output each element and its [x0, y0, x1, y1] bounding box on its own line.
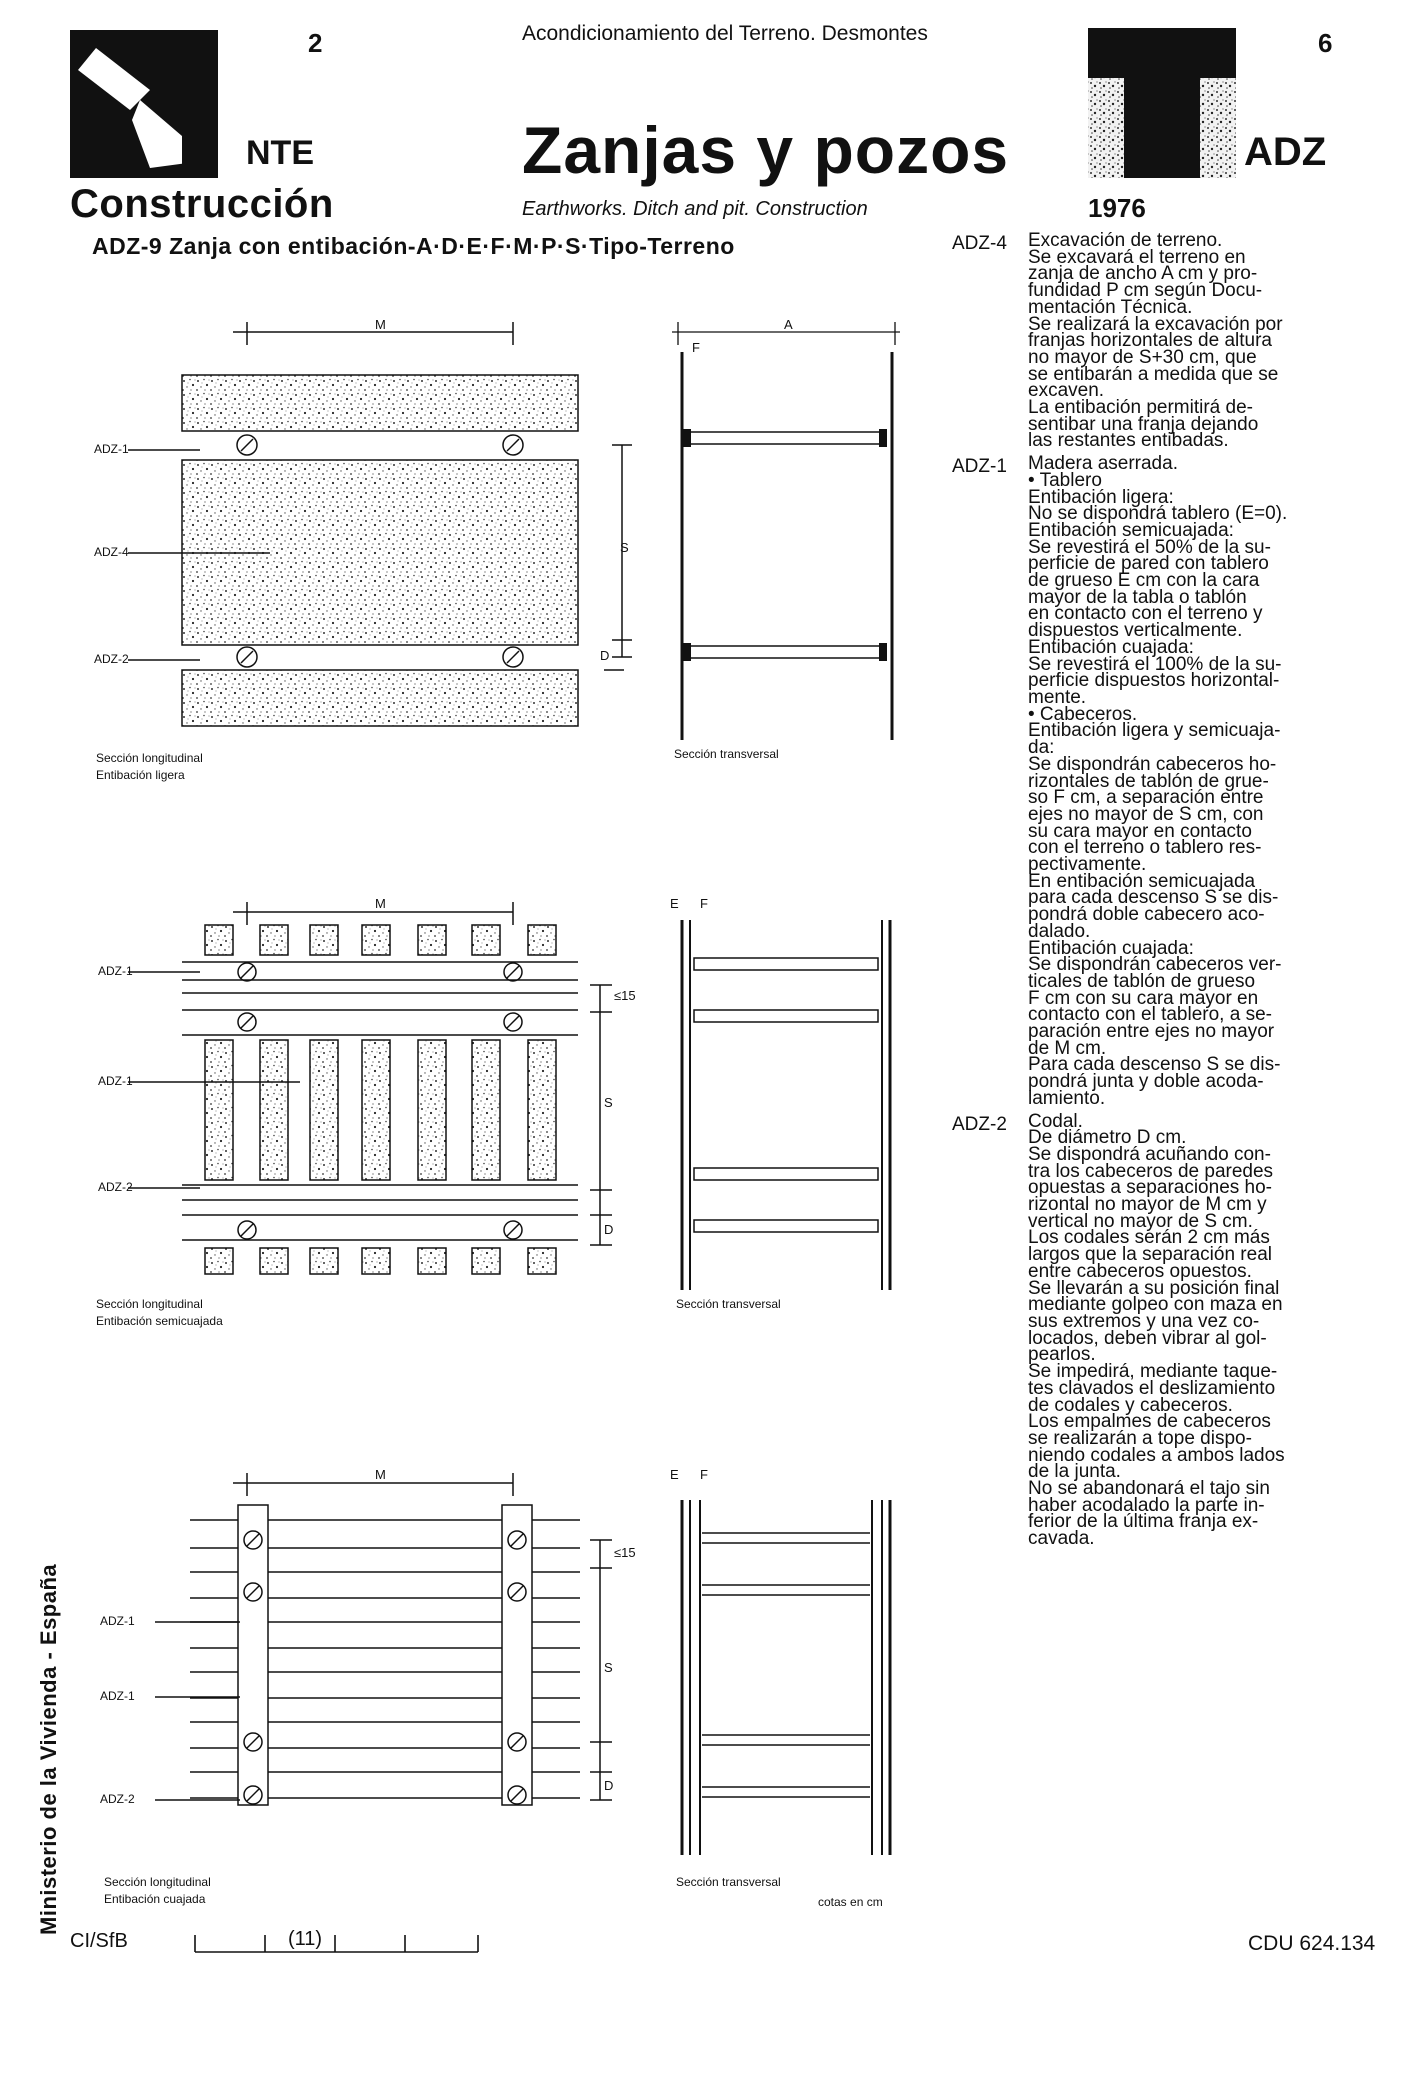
spec-lines [1028, 453, 1352, 1109]
spec-line: ticales de tablón de grueso [1028, 970, 1256, 992]
spec-line: sus extremos y una vez co- [1028, 1311, 1260, 1332]
spec-line: Madera aserrada. [1028, 453, 1178, 475]
panel2-dim-d: D [604, 1222, 614, 1237]
panel3-dim-f: F [700, 1467, 708, 1482]
spec-code: ADZ-1 [952, 456, 1007, 478]
spec-line: so F cm, a separación entre [1028, 787, 1264, 809]
top-title: Acondicionamiento del Terreno. Desmontes [522, 22, 928, 45]
spec-line: haber acodalado la parte in- [1028, 1494, 1265, 1516]
spec-line: Se dispondrán cabeceros ho- [1028, 753, 1277, 775]
spec-line: ejes no mayor de S cm, con [1028, 803, 1264, 825]
spec-line: se realizarán a tope dispo- [1028, 1427, 1252, 1449]
spec-line: rizontal no mayor de M cm y [1028, 1194, 1267, 1216]
panel2-longitudinal-caption [96, 1296, 223, 1330]
adz-t-logo [1088, 28, 1236, 178]
cisfb-label: CI/SfB [70, 1930, 128, 1952]
spec-line: entre cabeceros opuestos. [1028, 1260, 1252, 1282]
spec-line: con el terreno o tablero res- [1028, 837, 1262, 859]
specifications-column [952, 230, 1352, 1554]
caption-line: Entibación ligera [96, 768, 185, 782]
panel2-dim-le15: ≤15 [614, 988, 636, 1003]
nte-label: NTE [246, 134, 314, 172]
spec-line: niendo codales a ambos lados [1028, 1444, 1285, 1466]
units-note: cotas en cm [818, 1895, 883, 1909]
spec-line: de grueso E cm con la cara [1028, 570, 1260, 592]
spec-line: Entibación ligera: [1028, 486, 1174, 508]
panel1-dim-s: S [620, 540, 629, 555]
spec-line: locados, deben vibrar al gol- [1028, 1327, 1267, 1349]
spec-line: rizontales de tablón de grue- [1028, 770, 1269, 792]
panel2-dim-s: S [604, 1095, 613, 1110]
spec-line: pondrá junta y doble acoda- [1028, 1071, 1264, 1093]
panel3-transversal-section [682, 1500, 890, 1855]
caption-line: Entibación cuajada [104, 1892, 206, 1906]
spec-line: cavada. [1028, 1528, 1095, 1550]
caption-line: Entibación semicuajada [96, 1314, 223, 1328]
spec-line: contacto con el tablero, a se- [1028, 1004, 1272, 1026]
spec-line: para cada descenso S se dis- [1028, 887, 1279, 909]
panel3-label-adz1-mid: ADZ-1 [100, 1689, 135, 1703]
spec-line: Codal. [1028, 1110, 1083, 1132]
construccion-label: Construcción [70, 182, 334, 226]
page-subtitle: Earthworks. Ditch and pit. Construction [522, 198, 868, 220]
panel3-dim-le15: ≤15 [614, 1545, 636, 1560]
spec-line: mediante golpeo con maza en [1028, 1294, 1283, 1316]
spec-line: F cm con su cara mayor en [1028, 987, 1259, 1009]
spec-line: Se revestirá el 50% de la su- [1028, 536, 1271, 558]
spec-line: en contacto con el terreno y [1028, 603, 1263, 625]
spec-line: • Tablero [1028, 469, 1102, 491]
panel1-longitudinal-caption [96, 750, 203, 784]
caption-line: Sección longitudinal [96, 1297, 203, 1311]
panel3-dim-d: D [604, 1778, 614, 1793]
panel2-longitudinal-section [128, 902, 612, 1274]
spec-line: • Cabeceros. [1028, 703, 1138, 725]
spec-line: Excavación de terreno. [1028, 230, 1223, 251]
spec-line: fundidad P cm según Docu- [1028, 280, 1263, 302]
spec-line: Entibación cuajada: [1028, 636, 1194, 658]
spec-line: mayor de la tabla o tablón [1028, 586, 1247, 608]
panel1-dim-a: A [784, 317, 793, 332]
cisfb-box [195, 1935, 478, 1952]
spec-line: pectivamente. [1028, 854, 1147, 876]
spec-line: de M cm. [1028, 1037, 1107, 1059]
page-title: Zanjas y pozos [522, 113, 1010, 187]
spec-line: opuestas a separaciones ho- [1028, 1177, 1272, 1199]
spec-line: mentación Técnica. [1028, 296, 1193, 318]
panel3-label-adz2: ADZ-2 [100, 1792, 135, 1806]
spec-line: largos que la separación real [1028, 1244, 1272, 1266]
spec-line: De diámetro D cm. [1028, 1127, 1187, 1149]
spec-line: se entibarán a medida que se [1028, 363, 1279, 385]
spec-line: de la junta. [1028, 1461, 1121, 1483]
panel2-dim-e: E [670, 896, 679, 911]
spec-line: Los empalmes de cabeceros [1028, 1411, 1271, 1433]
spec-line: En entibación semicuajada [1028, 870, 1256, 892]
spec-line: tes clavados el deslizamiento [1028, 1377, 1276, 1399]
panel3-longitudinal-section [155, 1473, 612, 1805]
spec-adz1 [952, 453, 1352, 1109]
panel1-dim-d: D [600, 648, 610, 663]
spec-line: Se dispondrán cabeceros ver- [1028, 954, 1282, 976]
panel1-label-adz2: ADZ-2 [94, 652, 129, 666]
ministry-vertical-label: Ministerio de la Vivienda - España [36, 1563, 61, 1935]
year: 1976 [1088, 193, 1146, 223]
spec-line: Los codales serán 2 cm más [1028, 1227, 1270, 1249]
panel1-label-adz1: ADZ-1 [94, 442, 129, 456]
panel3-dim-s: S [604, 1660, 613, 1675]
panel1-label-adz4: ADZ-4 [94, 545, 129, 559]
panel2-dim-m: M [375, 896, 386, 911]
spec-line: tra los cabeceros de paredes [1028, 1160, 1274, 1182]
panel1-dim-m: M [375, 317, 386, 332]
panel2-label-adz1-top: ADZ-1 [98, 964, 133, 978]
spec-line: Se dispondrá acuñando con- [1028, 1143, 1271, 1165]
spec-line: no mayor de S+30 cm, que [1028, 346, 1257, 368]
spec-code: ADZ-4 [952, 233, 1007, 254]
spec-line: No se abandonará el tajo sin [1028, 1478, 1270, 1500]
panel2-dim-f: F [700, 896, 708, 911]
left-page-number: 2 [308, 28, 323, 58]
spec-line: de codales y cabeceros. [1028, 1394, 1233, 1416]
panel2-label-adz1-mid: ADZ-1 [98, 1074, 133, 1088]
spec-lines [1028, 230, 1352, 452]
spec-line: zanja de ancho A cm y pro- [1028, 263, 1258, 285]
spec-line: La entibación permitirá de- [1028, 397, 1253, 419]
spec-line: su cara mayor en contacto [1028, 820, 1252, 842]
panel3-longitudinal-caption [104, 1874, 211, 1908]
spec-line: No se dispondrá tablero (E=0). [1028, 503, 1288, 525]
panel1-transversal-section [672, 322, 900, 740]
spec-line: da: [1028, 737, 1055, 759]
spec-line: lamiento. [1028, 1087, 1106, 1109]
nte-trowel-logo [70, 30, 218, 178]
spec-line: pearlos. [1028, 1344, 1096, 1366]
panel1-longitudinal-section [128, 322, 632, 726]
panel3-dim-e: E [670, 1467, 679, 1482]
panel2-transversal-section [682, 920, 890, 1290]
panel2-label-adz2: ADZ-2 [98, 1180, 133, 1194]
spec-line: Se llevarán a su posición final [1028, 1277, 1280, 1299]
cdu-code: CDU 624.134 [1248, 1932, 1376, 1955]
spec-line: Se excavará el terreno en [1028, 246, 1246, 268]
adz-code: ADZ [1244, 130, 1327, 174]
spec-line: perficie de pared con tablero [1028, 553, 1269, 575]
spec-line: las restantes entibadas. [1028, 430, 1229, 452]
spec-line: sentibar una franja dejando [1028, 413, 1259, 435]
panel3-dim-m: M [375, 1467, 386, 1482]
spec-line: Entibación cuajada: [1028, 937, 1194, 959]
spec-line: excaven. [1028, 380, 1105, 402]
panel2-transversal-caption: Sección transversal [676, 1297, 781, 1311]
panel3-label-adz1-top: ADZ-1 [100, 1614, 135, 1628]
panel3-transversal-caption: Sección transversal [676, 1875, 781, 1889]
spec-lines [1028, 1110, 1352, 1550]
figure-title: ADZ-9 Zanja con entibación-A·D·E·F·M·P·S·Tipo-Terreno [92, 233, 735, 259]
spec-line: Se realizará la excavación por [1028, 313, 1283, 335]
spec-adz4 [952, 230, 1352, 452]
spec-code: ADZ-2 [952, 1113, 1007, 1135]
spec-line: Se impedirá, mediante taque- [1028, 1361, 1278, 1383]
spec-line: mente. [1028, 686, 1087, 708]
spec-line: dispuestos verticalmente. [1028, 620, 1243, 642]
caption-line: Sección longitudinal [104, 1875, 211, 1889]
spec-line: vertical no mayor de S cm. [1028, 1210, 1253, 1232]
spec-line: franjas horizontales de altura [1028, 330, 1272, 352]
panel1-dim-f: F [692, 340, 700, 355]
spec-line: Para cada descenso S se dis- [1028, 1054, 1281, 1076]
spec-adz2 [952, 1110, 1352, 1550]
spec-line: ferior de la última franja ex- [1028, 1511, 1259, 1533]
cisfb-code: (11) [288, 1928, 323, 1950]
spec-line: dalado. [1028, 920, 1091, 942]
spec-line: Entibación ligera y semicuaja- [1028, 720, 1281, 742]
right-page-number: 6 [1318, 28, 1333, 58]
panel1-transversal-caption: Sección transversal [674, 747, 779, 761]
spec-line: Entibación semicuajada: [1028, 519, 1234, 541]
caption-line: Sección longitudinal [96, 751, 203, 765]
spec-line: pondrá doble cabecero aco- [1028, 904, 1265, 926]
spec-line: Se revestirá el 100% de la su- [1028, 653, 1282, 675]
spec-line: paración entre ejes no mayor [1028, 1021, 1275, 1043]
spec-line: perficie dispuestos horizontal- [1028, 670, 1280, 692]
